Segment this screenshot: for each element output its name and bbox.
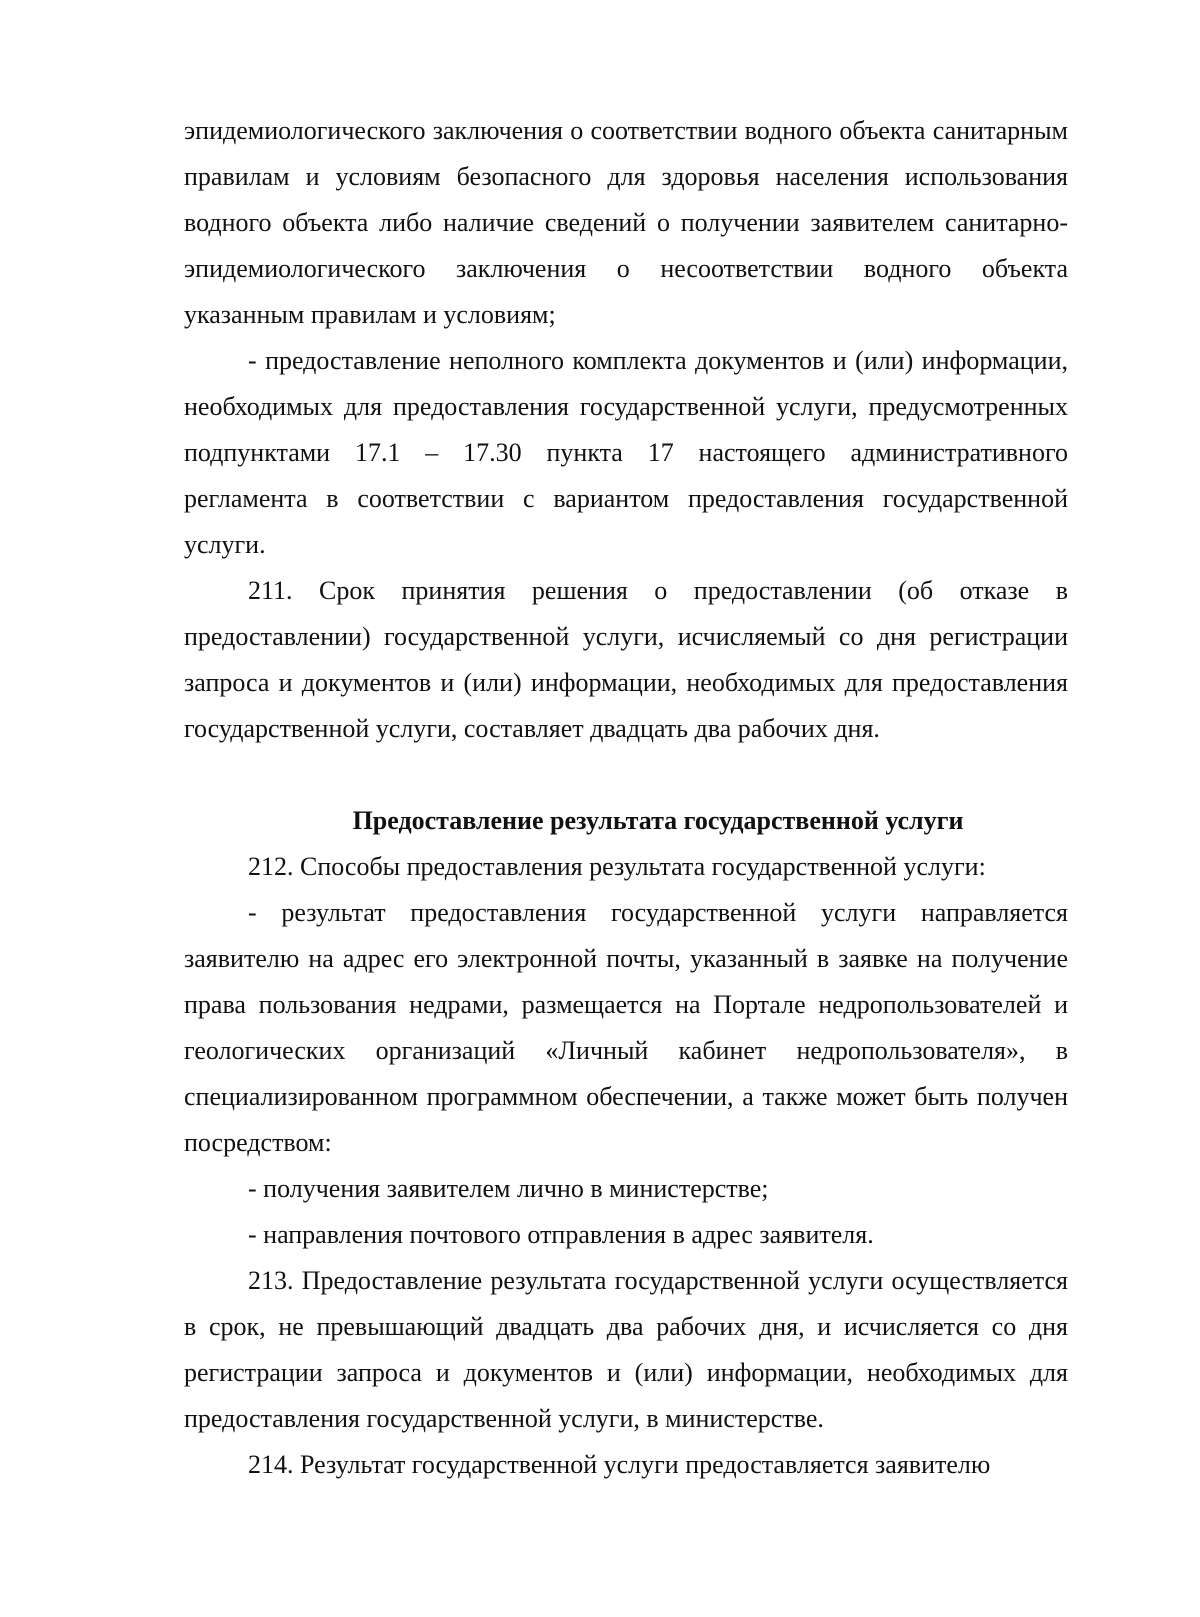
paragraph-continuation: эпидемиологического заключения о соответствии водного объекта санитарным правилам и условиям безопасного для здоровья населения использования водного объекта либо наличие сведений о получении заявителем санитарно-эпидемиологического заключения о несоответствии водного объекта указанным правилам и условиям; <box>184 116 1068 329</box>
document-body <box>184 108 1068 1488</box>
paragraph-211: 211. Срок принятия решения о предоставлении (об отказе в предоставлении) государственной услуги, исчисляемый со дня регистрации запроса и документов и (или) информации, необходимых для предоставления государственной услуги, составляет двадцать два рабочих дня. <box>184 576 1068 743</box>
section-heading: Предоставление результата государственной услуги <box>352 806 964 835</box>
paragraph-incomplete-documents: - предоставление неполного комплекта документов и (или) информации, необходимых для предоставления государственной услуги, предусмотренных подпунктами 17.1 – 17.30 пункта 17 настоящего административного регламента в соответствии с вариантом предоставления государственной услуги. <box>184 346 1068 559</box>
paragraph-personal-receipt: - получения заявителем лично в министерстве; <box>248 1174 769 1203</box>
paragraph-213: 213. Предоставление результата государственной услуги осуществляется в срок, не превышающий двадцать два рабочих дня, и исчисляется со дня регистрации запроса и документов и (или) информации, необходимых для предоставления государственной услуги, в министерстве. <box>184 1266 1068 1433</box>
paragraph-result-delivery: - результат предоставления государственной услуги направляется заявителю на адрес его электронной почты, указанный в заявке на получение права пользования недрами, размещается на Портале недропользователей и геологических организаций «Личный кабинет недропользователя», в специализированном программном обеспечении, а также может быть получен посредством: <box>184 898 1068 1157</box>
paragraph-214: 214. Результат государственной услуги предоставляется заявителю <box>248 1450 991 1479</box>
paragraph-postal-delivery: - направления почтового отправления в адрес заявителя. <box>248 1220 874 1249</box>
paragraph-212: 212. Способы предоставления результата государственной услуги: <box>248 852 986 881</box>
